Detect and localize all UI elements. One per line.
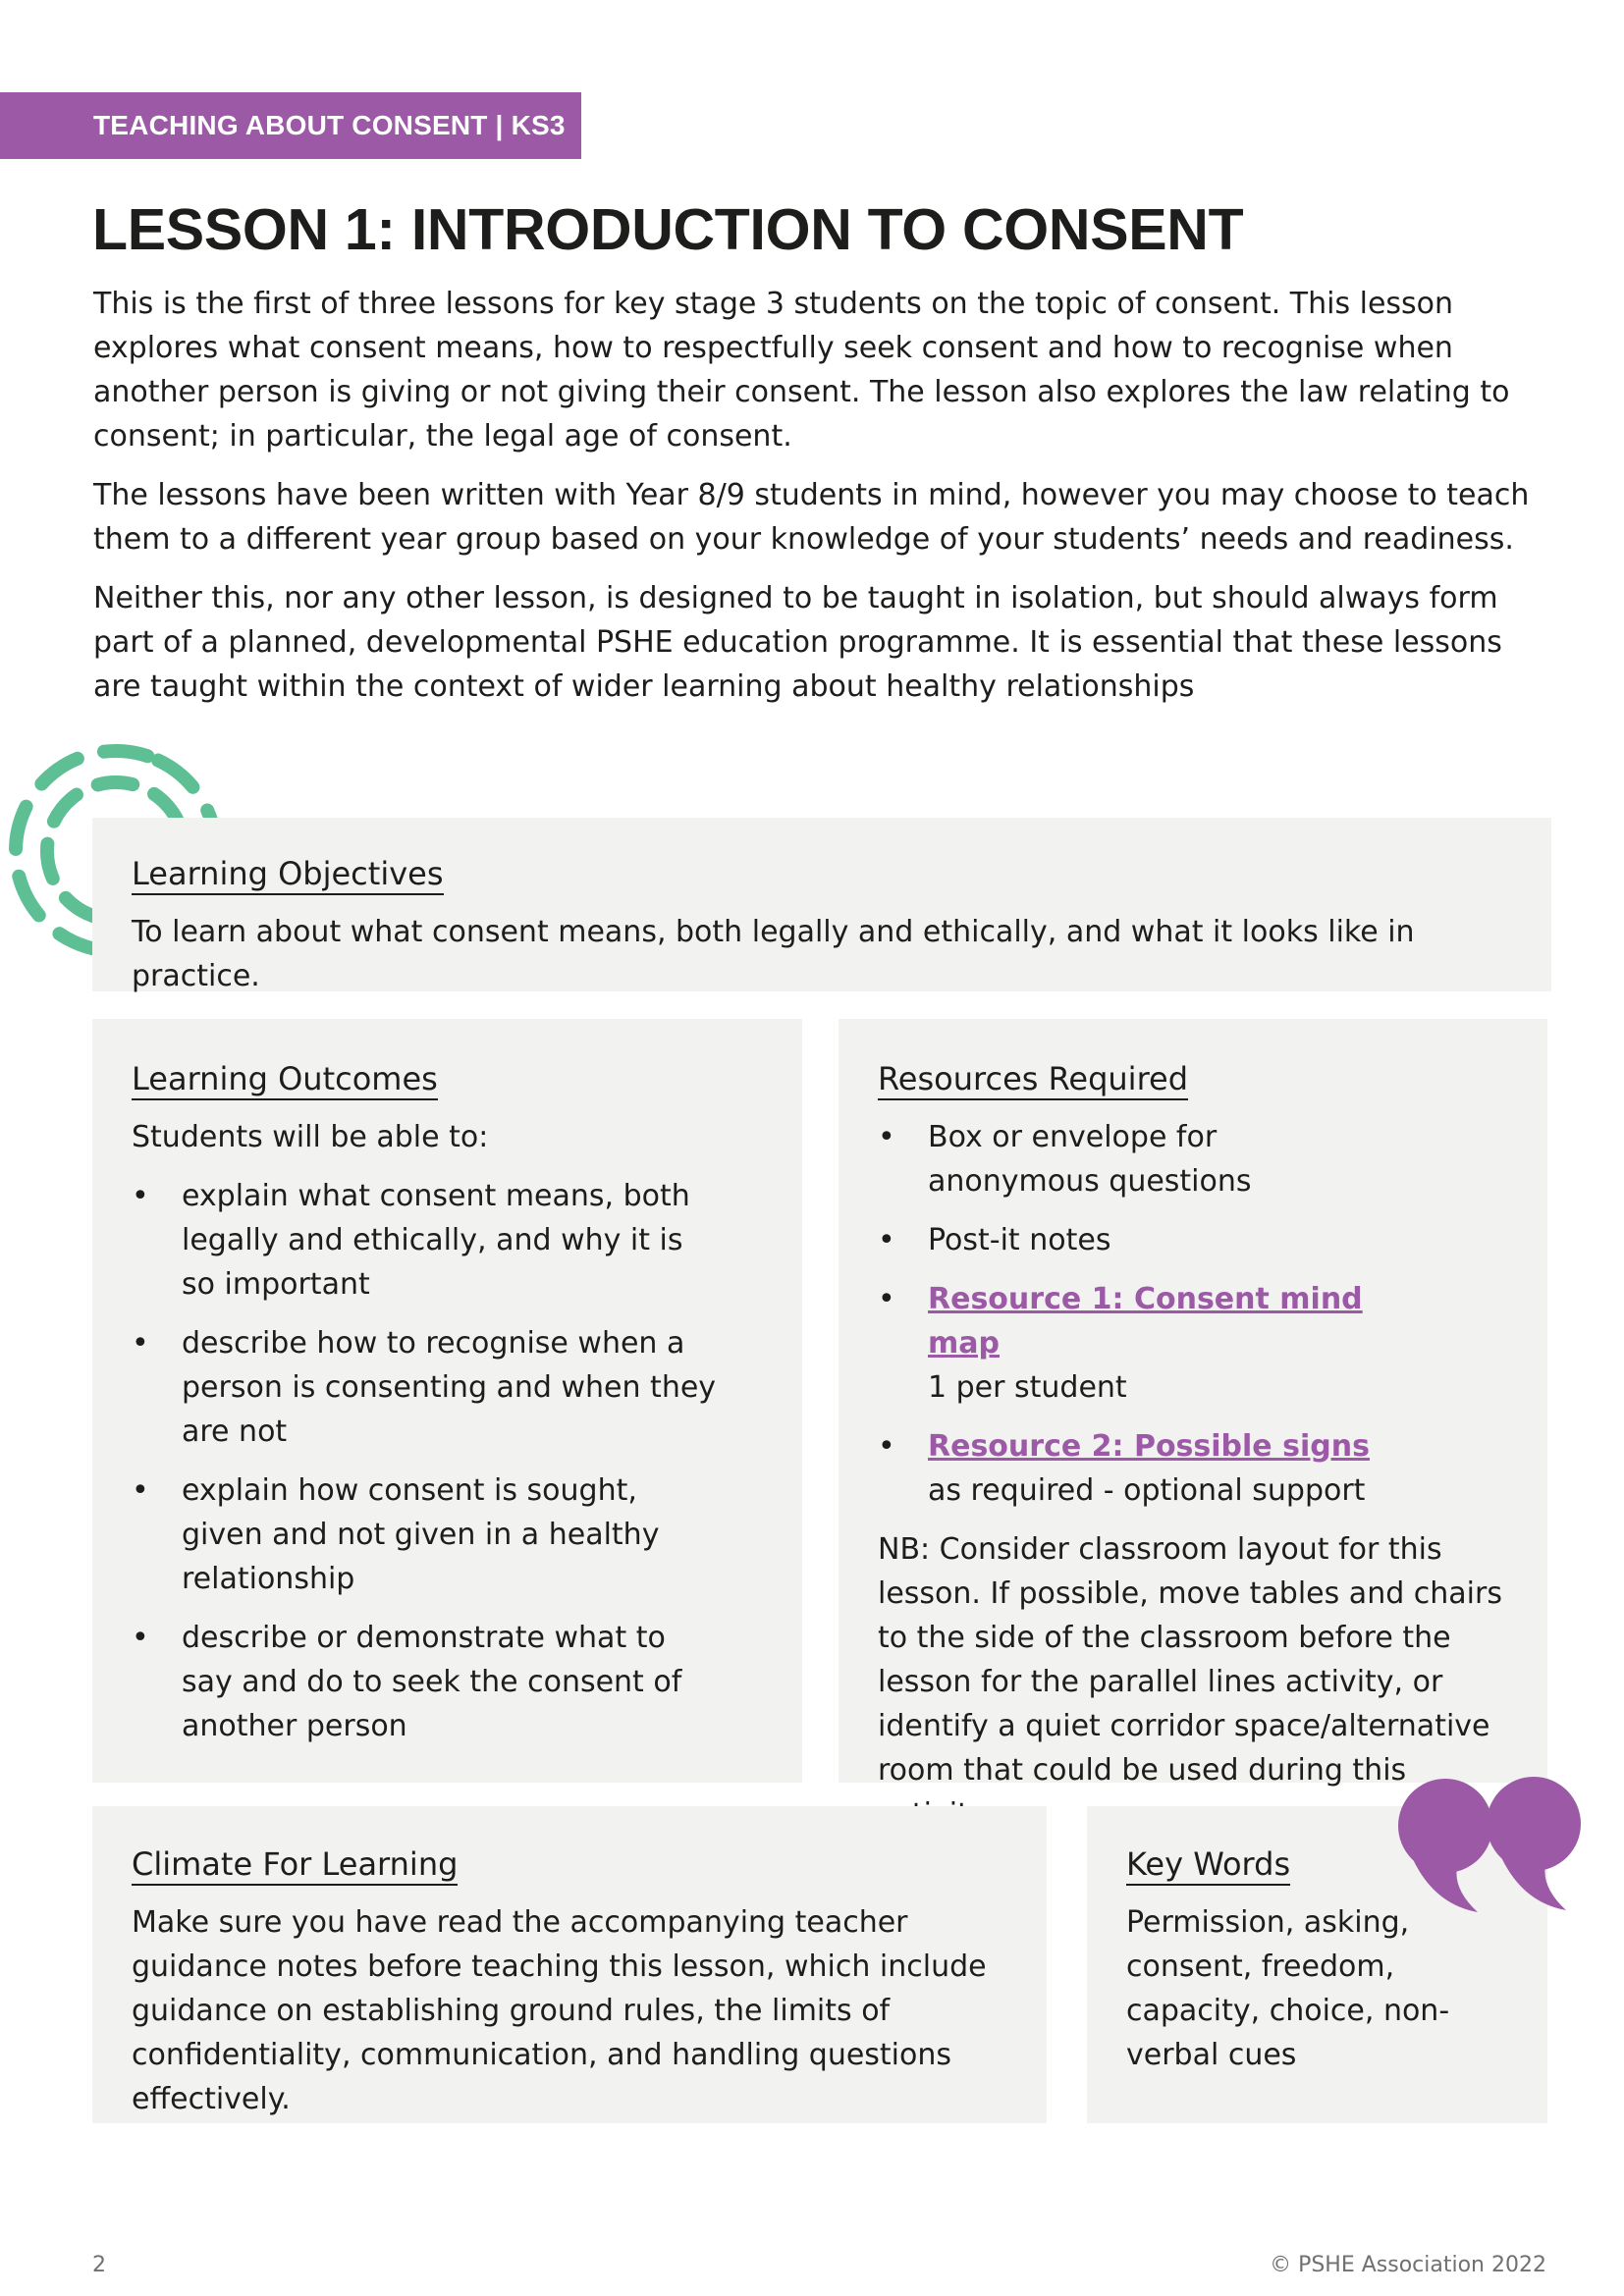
quote-icon — [1394, 1767, 1591, 1924]
list-item: • Resource 1: Consent mind map 1 per student — [878, 1277, 1388, 1410]
objectives-panel — [92, 818, 1551, 991]
keywords-text: Permission, asking, consent, freedom, capacity, choice, non-verbal cues — [1126, 1905, 1450, 2072]
intro-paragraph: Neither this, nor any other lesson, is designed to be taught in isolation, but should always form part of a planned, developmental PSHE education programme. It is essential that these lessons are taught within the context of wider learning about healthy relationships — [93, 581, 1502, 704]
list-item: • Resource 2: Possible signs as required - optional support — [878, 1424, 1388, 1513]
keywords-heading: Key Words — [1126, 1846, 1290, 1886]
bullet-icon: • — [132, 1179, 149, 1213]
resources-note: NB: Consider classroom layout for this lesson. If possible, move tables and chairs to the side of the classroom before the lesson for the parallel lines activity, or identify a quiet corridor space/alternative room that could be used during this — [878, 1532, 1502, 1788]
resources-panel — [839, 1019, 1547, 1788]
bullet-icon: • — [132, 1473, 149, 1508]
list-item: • describe or demonstrate what to say and do to seek the consent of another person — [132, 1616, 721, 1748]
bullet-icon: • — [878, 1120, 895, 1154]
page-number: 2 — [92, 2253, 106, 2277]
resource-2-link[interactable]: Resource 2: Possible signs — [928, 1429, 1370, 1464]
climate-heading: Climate For Learning — [132, 1846, 458, 1886]
outcomes-list — [132, 1174, 721, 1748]
resource-1-link[interactable]: Resource 1: Consent mind map — [928, 1282, 1363, 1361]
bullet-icon: • — [132, 1621, 149, 1655]
objectives-heading: Learning Objectives — [132, 856, 444, 895]
copyright: © PSHE Association 2022 — [1270, 2253, 1546, 2277]
list-item: • Box or envelope for anonymous questions — [878, 1115, 1388, 1203]
header-tab: TEACHING ABOUT CONSENT | KS3 — [0, 92, 581, 159]
list-item: • Post-it notes — [878, 1218, 1388, 1262]
bullet-icon: • — [878, 1429, 895, 1464]
outcomes-heading: Learning Outcomes — [132, 1061, 438, 1100]
outcomes-intro: Students will be able to: — [132, 1120, 489, 1154]
page-title: LESSON 1: INTRODUCTION TO CONSENT — [92, 197, 1244, 262]
bullet-icon: • — [878, 1223, 895, 1257]
intro-paragraph: This is the first of three lessons for key stage 3 students on the topic of consent. This lesson explores what consent means, how to respectfully seek consent and how to recognise when another person is giving or not giving their consent. The lesson also explores the law relating to consent; in particular, the legal age of consent. — [93, 287, 1510, 454]
list-item: • explain how consent is sought, given and not given in a healthy relationship — [132, 1468, 721, 1601]
bullet-icon: • — [878, 1282, 895, 1316]
list-item: • explain what consent means, both legally and ethically, and why it is so important — [132, 1174, 721, 1307]
outcomes-panel — [92, 1019, 802, 1783]
intro-section — [93, 282, 1556, 723]
objectives-text: To learn about what consent means, both legally and ethically, and what it looks like in practice. — [132, 915, 1415, 993]
climate-panel — [92, 1806, 1047, 2123]
resources-list — [878, 1115, 1388, 1513]
bullet-icon: • — [132, 1326, 149, 1361]
intro-paragraph: The lessons have been written with Year 8/9 students in mind, however you may choose to teach them to a different year group based on your knowledge of your students’ needs and readiness. — [93, 478, 1530, 557]
list-item: • describe how to recognise when a person is consenting and when they are not — [132, 1321, 721, 1454]
climate-text: Make sure you have read the accompanying teacher guidance notes before teaching this lesson, which include guidance on establishing ground rules, the limits of confidentiality, communication, and handling questions effectively. — [132, 1905, 987, 2116]
resources-heading: Resources Required — [878, 1061, 1188, 1100]
